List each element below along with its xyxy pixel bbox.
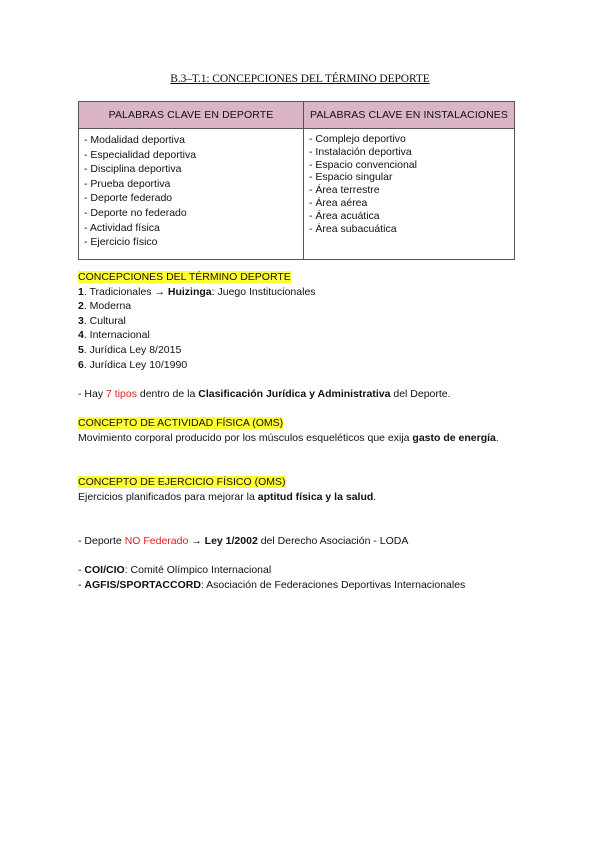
actividad-definition: Movimiento corporal producido por los músculos esqueléticos que exija gasto de energía.	[78, 431, 499, 444]
ejercicio-definition: Ejercicios planificados para mejorar la aptitud física y la salud.	[78, 490, 377, 503]
list-item: - Espacio singular	[309, 171, 393, 184]
list-item: - Deporte federado	[84, 192, 173, 205]
table-header-instalaciones: PALABRAS CLAVE EN INSTALACIONES	[304, 102, 515, 129]
list-item: - Ejercicio físico	[84, 236, 158, 249]
list-item: - Complejo deportivo	[309, 133, 406, 145]
list-item: - Instalación deportiva	[309, 145, 412, 158]
ejercicio-heading: CONCEPTO DE EJERCICIO FÍSICO (OMS)	[78, 476, 286, 488]
list-item: 6. Jurídica Ley 10/1990	[78, 358, 188, 371]
list-item: - Actividad física	[84, 221, 160, 234]
concepciones-heading: CONCEPCIONES DEL TÉRMINO DEPORTE	[78, 271, 291, 283]
ejercicio-section	[78, 475, 515, 504]
instalaciones-keywords-cell	[304, 129, 515, 260]
tipos-line: - Hay 7 tipos dentro de la Clasificación Jurídica y Administrativa del Deporte.	[78, 388, 451, 400]
concepciones-section	[78, 270, 515, 372]
list-item: 1. Tradicionales → Huizinga: Juego Institucionales	[78, 285, 316, 298]
deporte-no-federado-line: - Deporte NO Federado → Ley 1/2002 del Derecho Asociación - LODA	[78, 535, 409, 547]
list-item: 5. Jurídica Ley 8/2015	[78, 343, 182, 356]
list-item: - Modalidad deportiva	[84, 134, 185, 146]
list-item: - AGFIS/SPORTACCORD: Asociación de Federaciones Deportivas Internacionales	[78, 578, 466, 591]
list-item: 4. Internacional	[78, 329, 150, 342]
list-item: - COI/CIO: Comité Olímpico Internacional	[78, 564, 272, 576]
actividad-heading: CONCEPTO DE ACTIVIDAD FÍSICA (OMS)	[78, 417, 284, 429]
list-item: - Área acuática	[309, 209, 380, 222]
list-item: - Prueba deportiva	[84, 177, 171, 190]
list-item: - Área terrestre	[309, 184, 380, 197]
list-item: 3. Cultural	[78, 314, 126, 327]
table-header-deporte: PALABRAS CLAVE EN DEPORTE	[79, 102, 304, 129]
list-item: - Deporte no federado	[84, 206, 187, 219]
list-item: - Disciplina deportiva	[84, 163, 182, 176]
list-item: 2. Moderna	[78, 300, 132, 313]
deporte-keywords-cell	[79, 129, 304, 260]
actividad-section	[78, 416, 515, 445]
list-item: - Área aérea	[309, 196, 368, 209]
list-item: - Especialidad deportiva	[84, 148, 197, 161]
list-item: - Espacio convencional	[309, 158, 417, 171]
page-title: B.3–T.1: CONCEPCIONES DEL TÉRMINO DEPORTE	[170, 73, 430, 85]
organizations-section	[78, 563, 515, 592]
list-item: - Área subacuática	[309, 222, 397, 235]
keywords-table	[78, 101, 515, 260]
